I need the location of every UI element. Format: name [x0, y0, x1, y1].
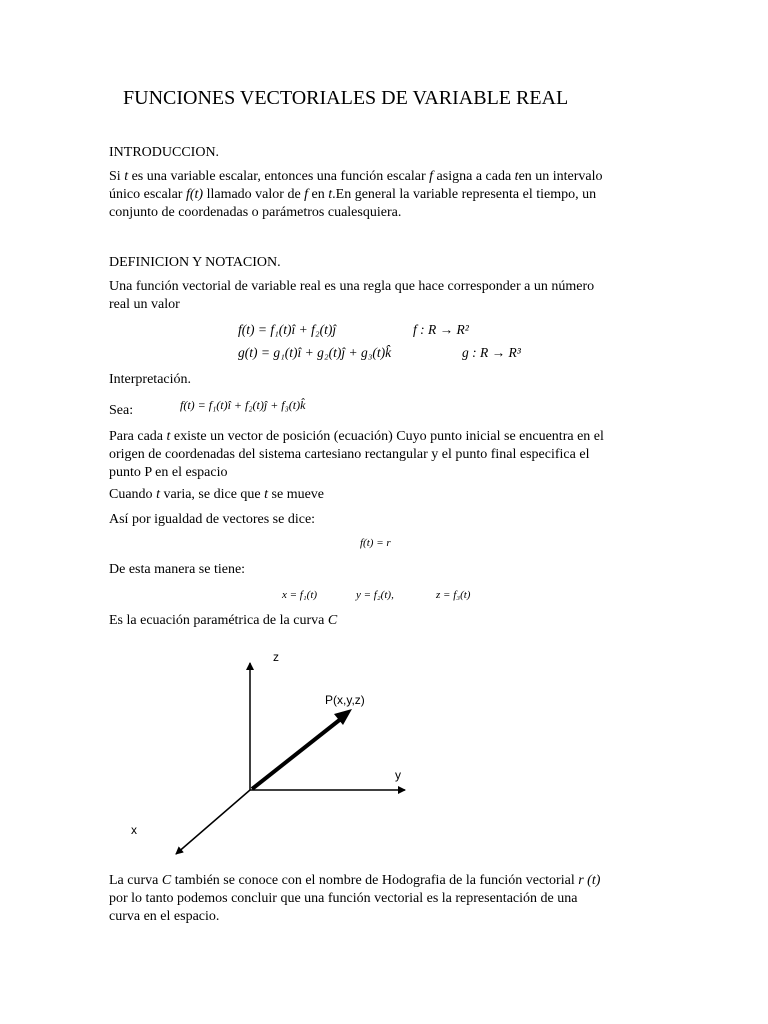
- definition-line-1: Una función vectorial de variable real es una regla que hace corresponder a un número: [109, 279, 595, 294]
- closing-paragraph: [109, 872, 679, 926]
- igualdad-line: Así por igualdad de vectores se dice:: [109, 512, 316, 527]
- definition-line-2: real un valor: [109, 297, 180, 312]
- cuando-line: Cuando t varia, se dice que t se mueve: [109, 487, 325, 502]
- interp-line-2: origen de coordenadas del sistema cartesiano rectangular y el punto final especifica el: [109, 447, 590, 462]
- x-axis: [176, 790, 250, 854]
- position-vector: [252, 718, 342, 789]
- x-axis-label: x: [131, 823, 137, 837]
- equation-g: g(t) = g₁(t)î + g₂(t)ĵ + g₃(t)k̂: [238, 345, 392, 360]
- section-heading-intro: INTRODUCCION.: [109, 145, 220, 160]
- closing-line-2: por lo tanto podemos concluir que una función vectorial es la representación de una: [109, 891, 578, 906]
- sea-label: Sea:: [109, 403, 134, 418]
- section-heading-definition: DEFINICION Y NOTACION.: [109, 255, 281, 270]
- equation-z: z = f₃(t): [436, 589, 471, 601]
- equation-x: x = f₁(t): [282, 589, 318, 601]
- interp-line-1: Para cada t existe un vector de posición (ecuación) Cuyo punto inicial se encuentra en el: [109, 429, 604, 444]
- interp-line-3: punto P en el espacio: [109, 465, 228, 480]
- tiene-line: De esta manera se tiene:: [109, 562, 246, 577]
- intro-line-2: único escalar f(t) llamado valor de f en t.En general la variable representa el tiempo, un: [109, 187, 597, 202]
- equation-f3: f(t) = f₁(t)î + f₂(t)ĵ + f₃(t)k̂: [180, 398, 306, 412]
- parametric-line: Es la ecuación paramétrica de la curva C: [109, 613, 338, 628]
- equation-f-equals-r: f(t) = r: [360, 537, 391, 549]
- section-heading-interpretation: Interpretación.: [109, 372, 192, 387]
- equation-g-mapping: g : R → R³: [462, 345, 521, 360]
- point-p-label: P(x,y,z): [325, 693, 365, 707]
- equation-f-mapping: f : R → R²: [413, 322, 469, 337]
- closing-line-1: La curva C también se conoce con el nombre de Hodografia de la función vectorial r (t): [109, 873, 601, 888]
- intro-line-1: Si t es una variable escalar, entonces una función escalar f asigna a cada ten un intervalo: [109, 169, 603, 184]
- page-title: FUNCIONES VECTORIALES DE VARIABLE REAL: [123, 87, 569, 109]
- equation-f: f(t) = f₁(t)î + f₂(t)ĵ: [238, 322, 337, 337]
- closing-line-3: curva en el espacio.: [109, 909, 220, 924]
- z-axis-label: z: [273, 650, 279, 664]
- intro-line-3: conjunto de coordenadas o parámetros cualesquiera.: [109, 205, 402, 220]
- equation-y: y = f₂(t),: [356, 589, 394, 601]
- y-axis-label: y: [395, 768, 401, 782]
